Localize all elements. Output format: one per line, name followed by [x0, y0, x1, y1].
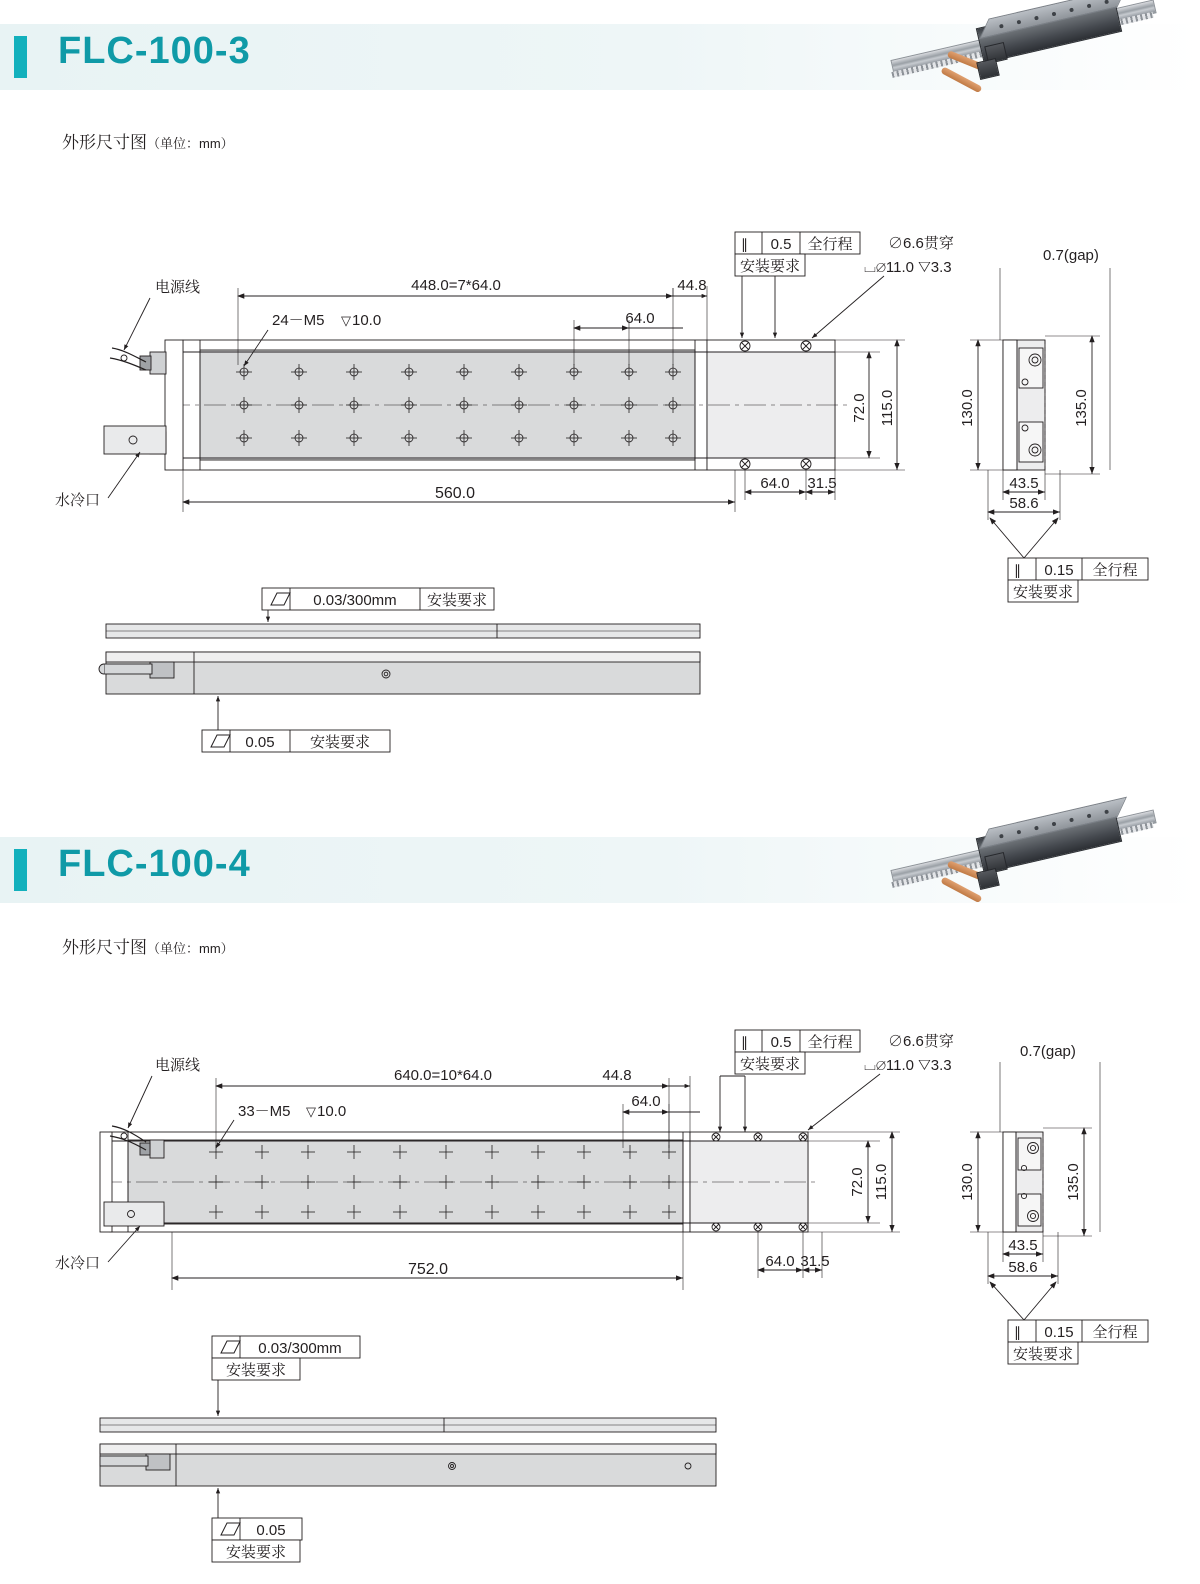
gdt-symbol-side-2: ∥ [1014, 1324, 1021, 1340]
label-gap-1: 0.7(gap) [1043, 247, 1099, 264]
page-title: FLC-100-3 [58, 30, 251, 72]
gdt-install-note-side-2: 安装要求 [1012, 1346, 1074, 1363]
gdt-flatness-value-2: 0.03/300mm [258, 1340, 342, 1357]
dim-130-2: 130.0 [959, 1163, 976, 1201]
subtitle-text-2: 外形尺寸图 [62, 938, 147, 957]
gdt-flatness-value-1: 0.03/300mm [313, 592, 397, 609]
dim-43-5-1: 43.5 [1009, 475, 1039, 492]
dim-height-inner-1: 72.0 [851, 393, 868, 423]
connector-graphic-4 [976, 868, 1000, 890]
gdt-value-side-1: 0.15 [1044, 562, 1074, 579]
subtitle-2 [62, 933, 234, 958]
dim-bottom-31-2: 31.5 [800, 1253, 830, 1270]
dim-right-offset-1: 44.8 [677, 277, 707, 294]
dimension-drawing-1 [0, 200, 1200, 780]
dim-pitch-single-2: 64.0 [631, 1093, 661, 1110]
dim-pitch-total-1: 448.0=7*64.0 [411, 277, 501, 294]
subtitle-unit-2: （单位：mm） [147, 941, 234, 956]
gdt-parallel-note-bottom-2: 安装要求 [225, 1544, 287, 1561]
dim-pitch-total-2: 640.0=10*64.0 [393, 1067, 493, 1084]
gdt-symbol-parallel-2: ∥ [741, 1034, 748, 1050]
connector-graphic-2 [976, 58, 1000, 80]
dim-bottom-64-1: 64.0 [760, 475, 790, 492]
dim-pitch-single-1: 64.0 [625, 310, 655, 327]
dim-43-5-2: 43.5 [1008, 1237, 1038, 1254]
label-water-cooling-1: 水冷口 [55, 492, 101, 509]
dim-58-6-1: 58.6 [1009, 495, 1039, 512]
dim-height-outer-1: 115.0 [879, 389, 896, 427]
gdt-symbol-side-1: ∥ [1014, 562, 1021, 578]
water-cable-graphic [940, 66, 982, 93]
dim-135-1: 135.0 [1073, 389, 1090, 427]
water-cable-graphic-2 [940, 876, 982, 903]
gdt-symbol-parallel-1: ∥ [741, 236, 748, 252]
subtitle-text: 外形尺寸图 [62, 133, 147, 152]
note-thread-depth-2: 10.0 [317, 1103, 347, 1120]
dim-135-2: 135.0 [1065, 1163, 1082, 1201]
dim-58-6-2: 58.6 [1008, 1259, 1038, 1276]
subtitle-unit: （单位：mm） [147, 136, 234, 151]
note-thread-2: 33－M5 [238, 1103, 291, 1120]
gdt-range-parallel-2: 全行程 [807, 1034, 853, 1051]
note-hole-through-1: ∅6.6贯穿 [888, 235, 954, 252]
gdt-install-note-side-1: 安装要求 [1012, 584, 1074, 601]
dim-height-inner-2: 72.0 [849, 1167, 866, 1197]
gdt-install-note-1: 安装要求 [739, 258, 801, 275]
dim-overall-length-1: 560.0 [434, 485, 476, 502]
gdt-value-parallel-2: 0.5 [770, 1034, 792, 1051]
note-hole-counterbore-2: ⌴∅11.0 ▽3.3 [864, 1057, 952, 1074]
accent-bar [14, 36, 27, 78]
dim-bottom-31-1: 31.5 [807, 475, 837, 492]
note-hole-counterbore-1: ⌴∅11.0 ▽3.3 [864, 259, 952, 276]
label-power-cable-2: 电源线 [155, 1057, 201, 1074]
page-title-2: FLC-100-4 [58, 843, 251, 885]
label-gap-2: 0.7(gap) [1020, 1043, 1076, 1060]
dim-bottom-64-2: 64.0 [765, 1253, 795, 1270]
gdt-parallel-note-bottom-1: 安装要求 [309, 734, 371, 751]
gdt-install-note-2: 安装要求 [739, 1056, 801, 1073]
accent-bar-2 [14, 849, 27, 891]
product-photo-1 [890, 2, 1170, 120]
note-thread-depth-1: 10.0 [352, 312, 382, 329]
label-water-cooling-2: 水冷口 [55, 1255, 101, 1272]
gdt-value-parallel-1: 0.5 [770, 236, 792, 253]
gdt-parallel-value-bottom-2: 0.05 [256, 1522, 286, 1539]
dim-height-outer-2: 115.0 [873, 1163, 890, 1201]
gdt-flatness-note-2: 安装要求 [225, 1362, 287, 1379]
note-thread-1: 24－M5 [272, 312, 325, 329]
dimension-drawing-2 [0, 1000, 1200, 1584]
dim-130-1: 130.0 [959, 389, 976, 427]
subtitle-1 [62, 128, 234, 153]
gdt-value-side-2: 0.15 [1044, 1324, 1074, 1341]
note-thread-depth-symbol-2: ▽ [306, 1104, 316, 1119]
dim-overall-length-2: 752.0 [407, 1261, 449, 1278]
note-hole-through-2: ∅6.6贯穿 [888, 1033, 954, 1050]
gdt-parallel-value-bottom-1: 0.05 [245, 734, 275, 751]
label-power-cable-1: 电源线 [155, 279, 201, 296]
gdt-range-parallel-1: 全行程 [807, 236, 853, 253]
gdt-flatness-note-1: 安装要求 [426, 592, 488, 609]
note-thread-depth-symbol-1: ▽ [341, 313, 351, 328]
gdt-range-side-2: 全行程 [1092, 1324, 1138, 1341]
gdt-range-side-1: 全行程 [1092, 562, 1138, 579]
dim-right-offset-2: 44.8 [602, 1067, 632, 1084]
product-photo-2 [890, 812, 1170, 930]
